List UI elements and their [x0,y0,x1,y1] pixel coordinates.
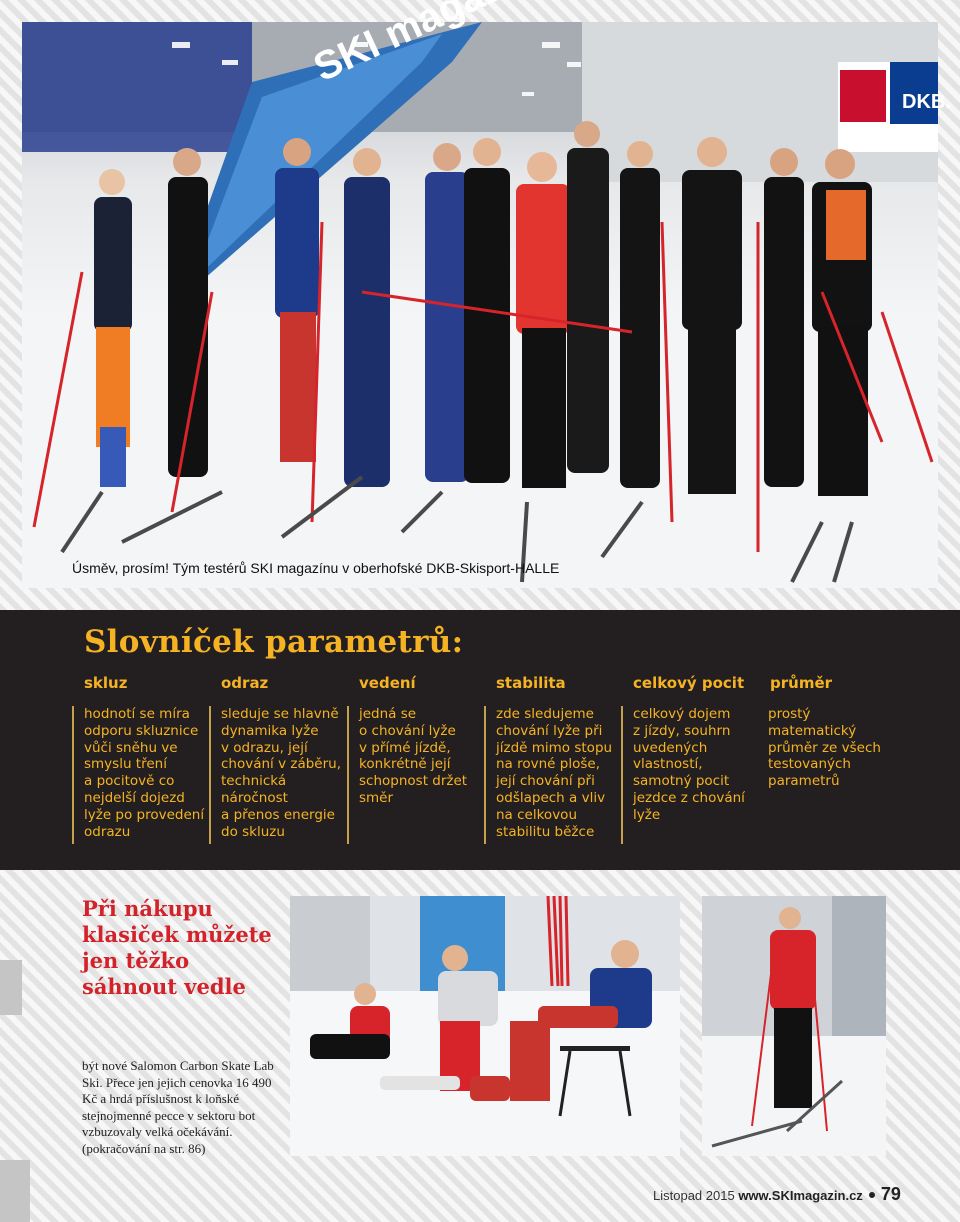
dkb-banner-text: DKB. [902,91,951,113]
glossary-definition: celkový dojem z jízdy, souhrn uvedených vlastností, samotný pocit jezdce z chování lyže [621,706,761,844]
website-link[interactable]: www.SKImagazin.cz [738,1188,863,1203]
issue-date: Listopad 2015 [653,1188,735,1203]
team-photo-illustration [22,22,951,588]
glossary-definition: hodnotí se míra odporu skluznice vůči sněhu ve smyslu tření a pocitově co nejdelší dojezd lyže po provedení odrazu [72,706,212,844]
glossary-definition: zde sledujeme chování lyže při jízdě mimo stopu na rovné ploše, její chování při odšlapech a vliv na celkovou stabilitu běžce [484,706,624,844]
page-number: 79 [880,1184,901,1204]
glossary-heading: celkový pocit [633,674,745,692]
glossary-definition: jedná se o chování lyže v přímé jízdě, konkrétně její schopnost držet směr [347,706,487,844]
photo-caption: Úsměv, prosím! Tým testérů SKI magazínu v oberhofské DKB-Skisport-HALLE [72,560,560,576]
team-photo [22,22,951,588]
glossary-heading: stabilita [496,674,566,692]
glossary-definition: sleduje se hlavně dynamika lyže v odrazu, její chování v záběru, technická náročnost a přenos energie do skluzu [209,706,349,844]
glossary-heading: vedení [359,674,416,692]
glossary-heading: skluz [84,674,128,692]
glossary-definition: prostý matematický průměr ze všech testovaných parametrů [768,706,881,790]
glossary-column-celkovy-pocit [633,674,761,844]
test-preparation-illustration [290,896,680,1156]
decorative-side-bar [0,1160,30,1222]
skier-photo [702,896,886,1156]
article-body: být nové Salomon Carbon Skate Lab Ski. Přece jen jejich cenovka 16 490 Kč a hrdá příslušnost k loňské stejnojmenné pecce v sektoru bot vzbuzovaly velká očekávání. (pokračování na str. 86) [82,1058,274,1156]
glossary-heading: průměr [770,674,833,692]
article-headline: Při nákupu klasiček můžete jen těžko sáhnout vedle [82,896,272,999]
glossary-column-skluz [84,674,212,844]
skier-illustration [702,896,886,1156]
decorative-side-bar [0,960,22,1015]
glossary-heading: odraz [221,674,269,692]
bullet-icon [869,1192,875,1198]
test-preparation-photo [290,896,680,1156]
flag-text: SKI [307,22,387,91]
glossary-column-odraz [221,674,349,844]
glossary-column-stabilita [496,674,624,844]
glossary-column-prumer [770,674,898,844]
glossary-title: Slovníček parametrů: [84,624,464,660]
page-footer [653,1184,901,1205]
glossary-column-vedeni [359,674,487,844]
glossary-panel [0,610,960,870]
